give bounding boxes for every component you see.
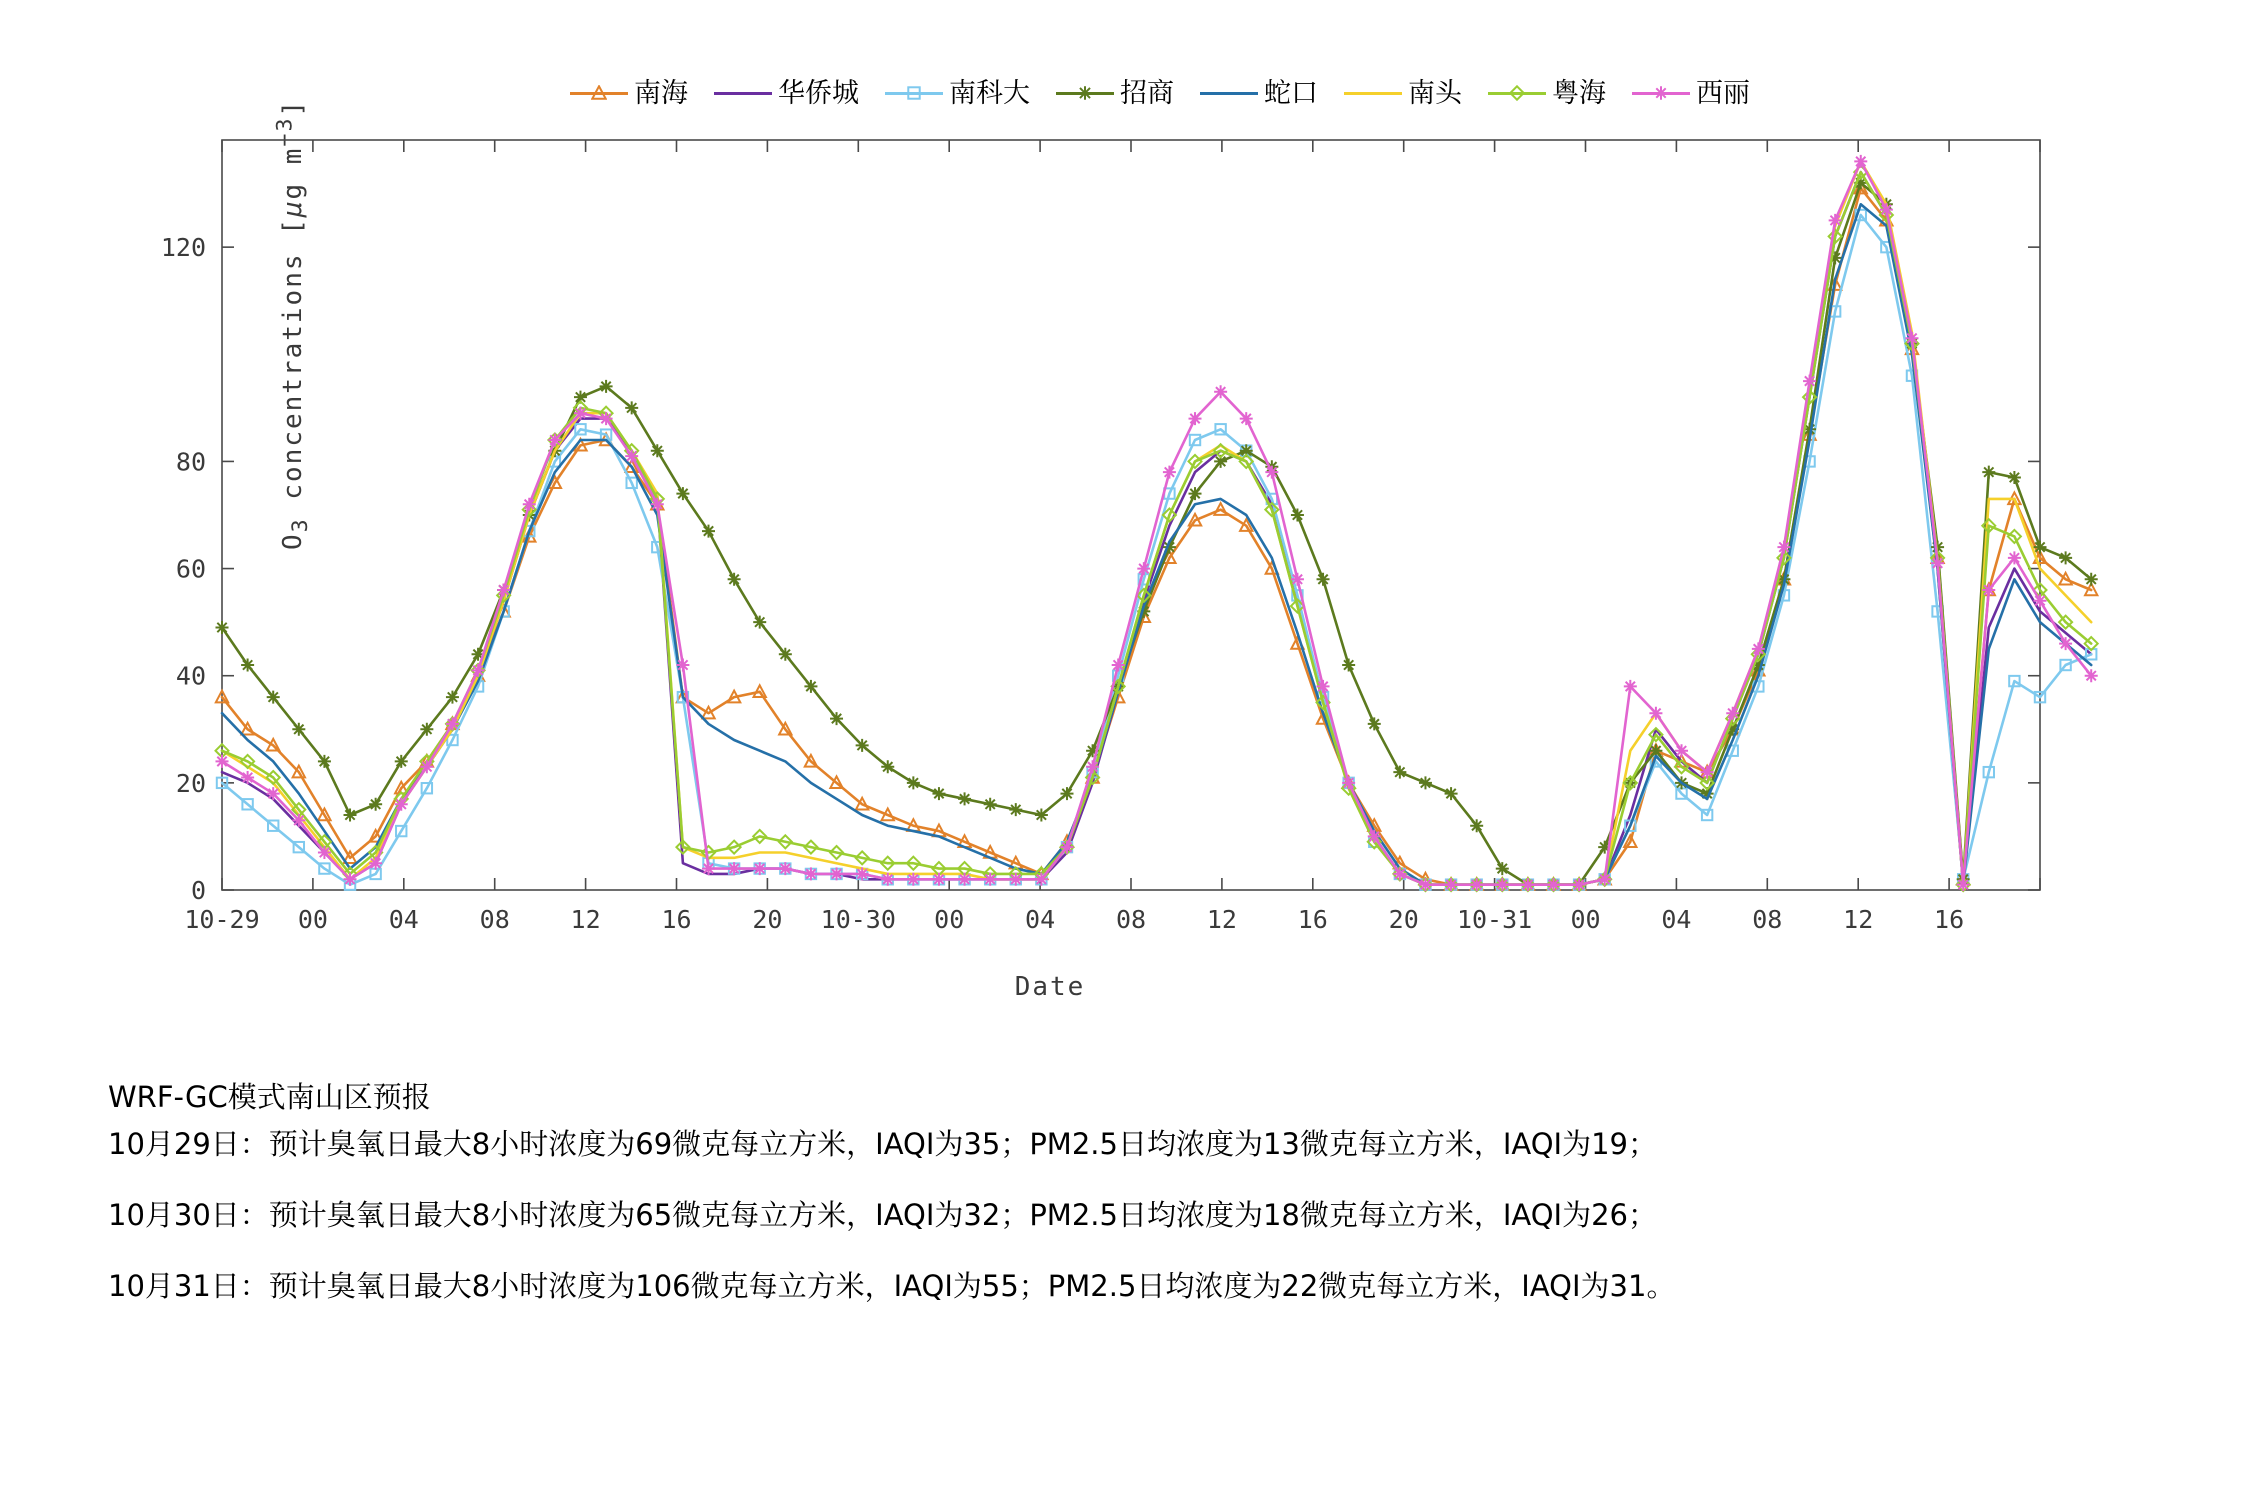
chart-svg [0, 110, 2250, 970]
x-tick-label: 20 [752, 905, 783, 934]
x-tick-label: 00 [934, 905, 965, 934]
x-tick-label: 08 [1115, 905, 1147, 934]
y-axis-label-text: $O_3$ concentrations [μg $m^{-3}$] [272, 98, 313, 550]
legend-entry [1632, 77, 1750, 109]
legend-swatch-3 [1056, 81, 1114, 105]
series-2 [217, 210, 2097, 890]
x-tick-label: 08 [479, 905, 510, 934]
legend-swatch-5 [1344, 81, 1402, 105]
x-tick-label: 12 [1843, 905, 1874, 934]
legend-swatch-4 [1200, 81, 1258, 105]
legend-entry [1200, 77, 1318, 109]
x-tick-label: 04 [1025, 905, 1056, 934]
forecast-title: WRF-GC模式南山区预报 [108, 1080, 431, 1114]
x-tick-label: 16 [661, 905, 692, 934]
y-tick-label: 40 [175, 661, 206, 691]
legend-label: 南科大 [949, 77, 1030, 109]
x-tick-label: 00 [297, 905, 328, 934]
x-tick-label: 20 [1388, 905, 1419, 934]
y-tick-label: 20 [175, 768, 206, 798]
legend-swatch-1 [714, 81, 772, 105]
x-tick-label: 08 [1752, 905, 1783, 934]
x-tick-label: 12 [1206, 905, 1237, 934]
legend-label: 南海 [634, 77, 688, 109]
x-tick-label: 12 [570, 905, 601, 934]
x-tick-label: 16 [1934, 905, 1965, 934]
legend-swatch-7 [1632, 81, 1690, 105]
chart-legend [500, 72, 1820, 114]
legend-swatch-2 [885, 81, 943, 105]
legend-label: 蛇口 [1264, 77, 1318, 109]
legend-swatch-6 [1488, 81, 1546, 105]
x-tick-label: 10-30 [820, 905, 896, 934]
y-tick-label: 60 [175, 554, 206, 584]
y-tick-label: 0 [190, 876, 206, 905]
legend-label: 粤海 [1552, 77, 1606, 109]
x-tick-label: 04 [1661, 905, 1692, 934]
legend-entry [714, 77, 859, 109]
forecast-line-3: 10月31日：预计臭氧日最大8小时浓度为106微克每立方米，IAQI为55；PM2.5日均浓度为22微克每立方米，IAQI为31。 [108, 1269, 1676, 1303]
plot-area [0, 98, 2250, 1002]
series-7 [216, 155, 2098, 891]
plot-frame [222, 140, 2040, 890]
x-tick-label: 10-29 [184, 905, 260, 934]
legend-label: 南头 [1408, 77, 1462, 109]
series-1 [222, 172, 2091, 885]
legend-entry [1344, 77, 1462, 109]
x-axis-label: Date [1014, 972, 1086, 1002]
series-4 [222, 204, 2091, 884]
x-tick-label: 16 [1297, 905, 1328, 934]
legend-label: 西丽 [1696, 77, 1750, 109]
x-tick-label: 10-31 [1456, 905, 1533, 934]
x-tick-label: 04 [388, 905, 419, 934]
legend-entry [885, 77, 1030, 109]
series-6 [216, 166, 2098, 892]
legend-entry [570, 77, 688, 109]
y-tick-label: 120 [160, 233, 206, 263]
forecast-text-block [108, 1075, 2168, 1315]
legend-entry [1488, 77, 1606, 109]
legend-label: 招商 [1120, 77, 1174, 109]
legend-swatch-0 [570, 81, 628, 105]
x-tick-label: 00 [1570, 905, 1601, 934]
forecast-line-2: 10月30日：预计臭氧日最大8小时浓度为65微克每立方米，IAQI为32；PM2.5日均浓度为18微克每立方米，IAQI为26； [108, 1198, 1658, 1232]
forecast-line-1: 10月29日：预计臭氧日最大8小时浓度为69微克每立方米，IAQI为35；PM2.5日均浓度为13微克每立方米，IAQI为19； [108, 1127, 1658, 1161]
legend-label: 华侨城 [778, 77, 859, 109]
legend-entry [1056, 77, 1174, 109]
y-tick-label: 80 [175, 447, 206, 477]
